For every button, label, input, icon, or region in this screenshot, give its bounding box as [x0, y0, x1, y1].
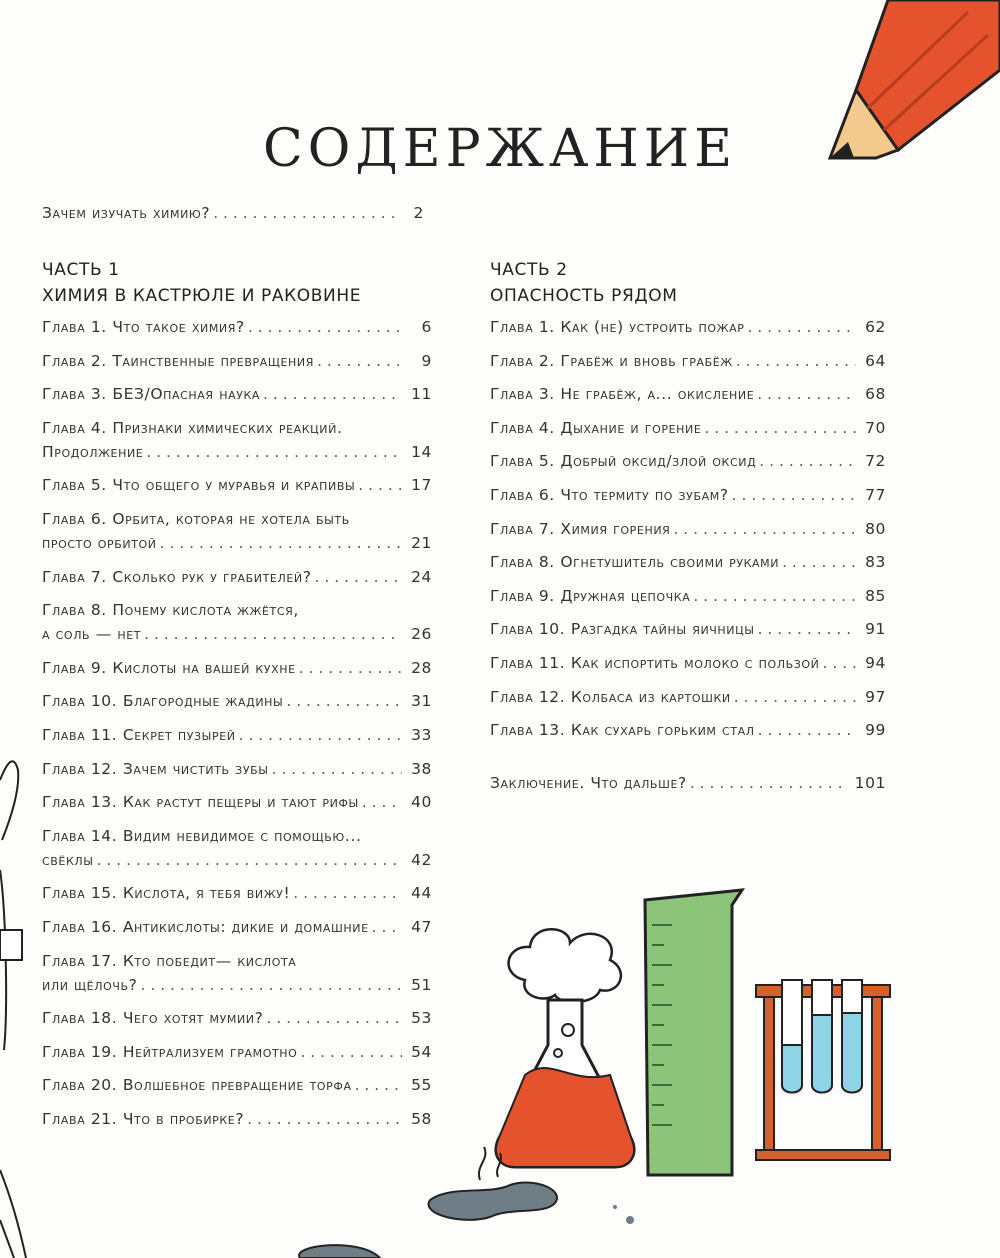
- toc-entry-page: 64: [865, 351, 886, 370]
- dot-leader: [263, 385, 402, 403]
- dot-leader: [732, 486, 856, 504]
- toc-entry-title: Глава 8. Почему кислота жжётся,: [42, 601, 299, 620]
- toc-entry-title: Глава 20. Волшебное превращение торфа: [42, 1076, 352, 1095]
- toc-entry-page: 72: [865, 452, 886, 471]
- dot-leader: [160, 534, 402, 552]
- toc-entry[interactable]: [490, 385, 886, 403]
- toc-entry[interactable]: [42, 793, 432, 811]
- toc-entry[interactable]: [42, 443, 432, 461]
- dot-leader: [690, 774, 849, 792]
- toc-entry-title: Глава 15. Кислота, я тебя вижу!: [42, 884, 291, 903]
- toc-entry[interactable]: [42, 884, 432, 902]
- toc-entry-page: 21: [411, 534, 432, 552]
- toc-entry-title: или щёлочь?: [42, 975, 138, 994]
- toc-entry[interactable]: [42, 952, 432, 970]
- part-label: ЧАСТЬ 1: [42, 260, 120, 280]
- part-name: ХИМИЯ В КАСТРЮЛЕ И РАКОВИНЕ: [42, 286, 362, 306]
- toc-entry[interactable]: [42, 1076, 432, 1094]
- toc-entry[interactable]: [42, 918, 432, 936]
- dot-leader: [286, 692, 402, 710]
- toc-entry-page: 2: [413, 204, 424, 222]
- toc-entry[interactable]: [490, 352, 886, 370]
- dot-leader: [140, 976, 402, 994]
- toc-entry[interactable]: [490, 486, 886, 504]
- dot-leader: [266, 1009, 402, 1027]
- pencil-illustration: [828, 0, 1000, 160]
- toc-entry-page: 97: [865, 687, 886, 706]
- toc-entry-title: Глава 7. Сколько рук у грабителей?: [42, 567, 312, 586]
- toc-entry-page: 51: [411, 975, 432, 994]
- toc-entry[interactable]: [42, 568, 432, 586]
- toc-entry-title: Глава 21. Что в пробирке?: [42, 1110, 245, 1128]
- dot-leader: [736, 352, 856, 370]
- toc-entry[interactable]: [42, 1110, 432, 1128]
- figure-partial-illustration: [0, 750, 30, 1258]
- part-heading: [490, 257, 678, 309]
- toc-entry[interactable]: [42, 601, 432, 619]
- toc-entry[interactable]: [42, 976, 432, 994]
- toc-entry-title: Глава 6. Что термиту по зубам?: [490, 486, 729, 504]
- toc-entry-page: 83: [865, 553, 886, 572]
- dot-leader: [704, 419, 856, 437]
- toc-entry-title: Глава 4. Дыхание и горение: [490, 418, 702, 437]
- toc-entry-title: свёклы: [42, 850, 94, 869]
- puddle: [429, 1183, 557, 1220]
- toc-entry-title: а соль — нет: [42, 625, 142, 644]
- dot-leader: [673, 520, 856, 538]
- toc-entry[interactable]: [490, 419, 886, 437]
- toc-entry-page: 14: [411, 442, 432, 461]
- dot-leader: [315, 568, 402, 586]
- dot-leader: [362, 793, 402, 811]
- toc-entry-page: 42: [411, 850, 432, 869]
- toc-entry-page: 94: [865, 654, 886, 672]
- toc-entry-title: Глава 2. Грабёж и вновь грабёж: [490, 351, 733, 370]
- dot-leader: [248, 318, 402, 336]
- toc-entry-title: Глава 11. Секрет пузырей: [42, 726, 236, 744]
- toc-entry[interactable]: [42, 419, 432, 437]
- toc-entry[interactable]: [42, 510, 432, 528]
- dot-leader: [213, 204, 394, 222]
- toc-entry-title: Глава 12. Зачем чистить зубы: [42, 759, 269, 778]
- toc-entry-page: 55: [411, 1076, 432, 1095]
- dot-leader: [355, 1076, 402, 1094]
- toc-entry[interactable]: [42, 318, 432, 336]
- toc-entry-title: Глава 18. Чего хотят мумии?: [42, 1009, 264, 1028]
- beaker: [645, 890, 742, 1175]
- dot-leader: [757, 385, 856, 403]
- toc-entry-title: просто орбитой: [42, 534, 157, 552]
- dot-leader: [144, 625, 402, 643]
- toc-entry[interactable]: [42, 692, 432, 710]
- toc-entry[interactable]: [490, 587, 886, 605]
- toc-entry-page: 11: [411, 385, 432, 404]
- toc-entry-page: 9: [421, 351, 432, 370]
- toc-entry[interactable]: [490, 721, 886, 739]
- toc-entry[interactable]: [42, 827, 432, 845]
- toc-entry[interactable]: [490, 654, 886, 672]
- toc-entry[interactable]: [42, 1009, 432, 1027]
- dot-leader: [272, 760, 402, 778]
- toc-entry-title: Глава 2. Таинственные превращения: [42, 351, 314, 370]
- toc-entry-title: Глава 13. Как сухарь горьким стал: [490, 721, 755, 740]
- dot-leader: [299, 659, 402, 677]
- dot-leader: [747, 318, 856, 336]
- dot-leader: [693, 587, 856, 605]
- toc-entry[interactable]: [42, 760, 432, 778]
- page-title: СОДЕРЖАНИЕ: [262, 118, 738, 179]
- dot-leader: [372, 918, 402, 936]
- toc-entry[interactable]: [490, 774, 886, 792]
- toc-entry-title: Глава 5. Добрый оксид/злой оксид: [490, 452, 757, 471]
- dot-leader: [146, 443, 402, 461]
- toc-entry-title: Глава 1. Что такое химия?: [42, 318, 245, 336]
- dot-leader: [358, 476, 402, 494]
- toc-entry-title: Глава 1. Как (не) устроить пожар: [490, 318, 745, 336]
- toc-entry-page: 85: [865, 586, 886, 605]
- toc-entry-page: 17: [411, 476, 432, 495]
- toc-entry[interactable]: [42, 476, 432, 494]
- toc-entry[interactable]: [42, 659, 432, 677]
- toc-entry-title: Глава 6. Орбита, которая не хотела быть: [42, 510, 350, 528]
- toc-entry-page: 26: [411, 625, 432, 644]
- toc-entry-page: 58: [411, 1110, 432, 1128]
- toc-entry-title: Глава 10. Благородные жадины: [42, 692, 284, 711]
- dot-leader: [239, 726, 402, 744]
- toc-entry-title: Глава 10. Разгадка тайны яичницы: [490, 620, 755, 639]
- dot-leader: [247, 1110, 402, 1128]
- toc-entry-page: 91: [865, 620, 886, 639]
- toc-entry-title: Продолжение: [42, 442, 144, 461]
- toc-entry-page: 24: [411, 567, 432, 586]
- toc-entry-title: Заключение. Что дальше?: [490, 774, 687, 792]
- toc-entry[interactable]: [42, 534, 432, 552]
- part-label: ЧАСТЬ 2: [490, 260, 568, 280]
- toc-entry-title: Глава 7. Химия горения: [490, 519, 671, 538]
- dot-leader: [734, 688, 856, 706]
- toc-entry-title: Глава 9. Кислоты на вашей кухне: [42, 658, 296, 677]
- toc-entry[interactable]: [42, 385, 432, 403]
- toc-entry[interactable]: [490, 553, 886, 571]
- toc-entry-title: Зачем изучать химию?: [42, 204, 211, 222]
- dot-leader: [822, 654, 856, 672]
- toc-entry-title: Глава 16. Антикислоты: дикие и домашние: [42, 918, 369, 936]
- toc-entry-title: Глава 12. Колбаса из картошки: [490, 687, 731, 706]
- toc-entry-title: Глава 3. Не грабёж, а... окисление: [490, 385, 755, 404]
- toc-entry[interactable]: [490, 520, 886, 538]
- toc-entry-page: 101: [854, 774, 886, 792]
- dot-leader: [300, 1043, 402, 1061]
- toc-entry-page: 53: [411, 1009, 432, 1028]
- toc-entry-title: Глава 8. Огнетушитель своими руками: [490, 553, 780, 572]
- toc-entry[interactable]: [42, 1043, 432, 1061]
- test-tube-rack: [756, 980, 890, 1160]
- toc-entry-page: 70: [865, 418, 886, 437]
- dot-leader: [317, 352, 402, 370]
- dot-leader: [758, 721, 856, 739]
- toc-entry-page: 38: [411, 759, 432, 778]
- toc-entry-page: 77: [865, 486, 886, 504]
- dot-leader: [293, 884, 402, 902]
- toc-entry[interactable]: [42, 352, 432, 370]
- toc-entry-page: 62: [865, 318, 886, 336]
- toc-entry-title: Глава 4. Признаки химических реакций.: [42, 418, 343, 437]
- toc-entry[interactable]: [490, 452, 886, 470]
- toc-entry-title: Глава 19. Нейтрализуем грамотно: [42, 1042, 298, 1061]
- lab-equipment-illustration: [420, 885, 910, 1258]
- toc-entry-page: 44: [411, 884, 432, 903]
- smoke-cloud: [509, 929, 621, 1002]
- toc-entry-page: 33: [411, 726, 432, 744]
- toc-entry[interactable]: [42, 726, 432, 744]
- toc-entry-page: 80: [865, 519, 886, 538]
- toc-entry[interactable]: [42, 625, 432, 643]
- dot-leader: [97, 851, 402, 869]
- toc-entry[interactable]: [490, 688, 886, 706]
- toc-entry-page: 54: [411, 1042, 432, 1061]
- toc-entry[interactable]: [42, 851, 432, 869]
- toc-entry-page: 6: [421, 318, 432, 336]
- toc-entry-title: Глава 14. Видим невидимое с помощью...: [42, 826, 362, 845]
- dot-leader: [759, 452, 856, 470]
- toc-entry-page: 68: [865, 385, 886, 404]
- toc-entry-page: 28: [411, 658, 432, 677]
- toc-entry-page: 99: [865, 721, 886, 740]
- dot-leader: [758, 620, 856, 638]
- toc-entry[interactable]: [490, 318, 886, 336]
- toc-entry-title: Глава 13. Как растут пещеры и тают рифы: [42, 793, 359, 812]
- part-name: ОПАСНОСТЬ РЯДОМ: [490, 286, 678, 306]
- toc-entry-title: Глава 5. Что общего у муравья и крапивы: [42, 476, 356, 495]
- toc-entry[interactable]: [42, 204, 424, 222]
- toc-entry-title: Глава 3. БЕЗ/Опасная наука: [42, 385, 261, 404]
- toc-entry[interactable]: [490, 620, 886, 638]
- part-heading: [42, 257, 361, 309]
- toc-entry-page: 47: [411, 918, 432, 936]
- dot-leader: [782, 553, 856, 571]
- toc-entry-title: Глава 17. Кто победит— кислота: [42, 951, 297, 970]
- toc-entry-page: 31: [411, 692, 432, 711]
- toc-entry-page: 40: [411, 793, 432, 812]
- toc-entry-title: Глава 9. Дружная цепочка: [490, 586, 691, 605]
- toc-entry-title: Глава 11. Как испортить молоко с пользой: [490, 654, 820, 672]
